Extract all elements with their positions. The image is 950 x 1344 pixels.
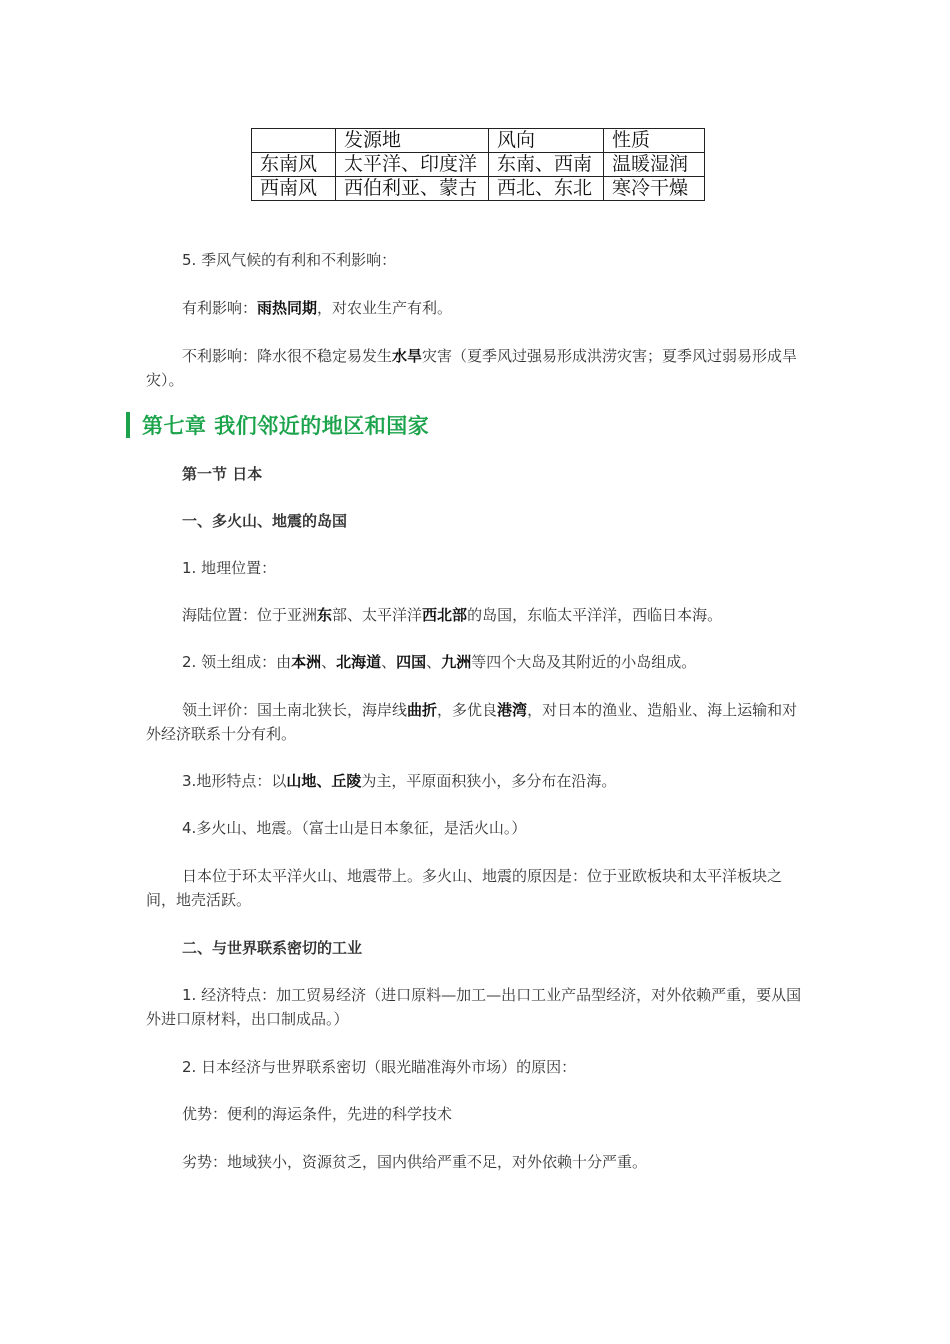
paragraph-text: 日本经济与世界联系密切（眼光瞄准海外市场）的原因： <box>196 1058 577 1076</box>
disadvantages: 劣势：地域狭小，资源贫乏，国内供给严重不足，对外依赖十分严重。 <box>182 1153 648 1171</box>
table-header-cell: 性质 <box>604 129 705 153</box>
table-cell: 寒冷干燥 <box>604 177 705 201</box>
economic-features <box>146 983 806 1031</box>
sea-land-position <box>146 603 806 627</box>
table-row <box>252 153 705 177</box>
favorable-impact <box>146 296 806 320</box>
item-number: 4. <box>182 819 197 837</box>
paragraph-text: 海陆位置：位于亚洲 <box>182 606 318 624</box>
item-number: 2. <box>182 653 197 671</box>
keyword: 山地、丘陵 <box>286 772 362 790</box>
chapter-heading <box>126 410 429 440</box>
table-cell: 东南风 <box>252 153 336 177</box>
table-header-row <box>252 129 705 153</box>
paragraph-text: ，对农业生产有利。 <box>317 299 453 317</box>
table-cell: 太平洋、印度洋 <box>336 153 489 177</box>
item-number: 2. <box>182 1058 197 1076</box>
part-title: 二、与世界联系密切的工业 <box>182 939 363 957</box>
keyword: 曲折 <box>407 701 438 719</box>
table-header-cell: 发源地 <box>336 129 489 153</box>
item-number: 1. <box>182 559 197 577</box>
paragraph-text: 领土评价：国土南北狭长，海岸线 <box>182 701 408 719</box>
paragraph-text: 等四个大岛及其附近的小岛组成。 <box>471 653 697 671</box>
paragraph-text: 领土组成：由 <box>196 653 292 671</box>
unfavorable-impact <box>146 344 806 392</box>
keyword: 东 <box>317 606 333 624</box>
keyword: 本洲 <box>291 653 322 671</box>
territory-composition <box>146 650 806 674</box>
heading-accent-bar <box>126 412 130 438</box>
keyword: 水旱 <box>392 347 423 365</box>
item-number: 1. <box>182 986 197 1004</box>
separator: 、 <box>321 653 337 671</box>
item-number: 5. <box>182 251 197 269</box>
table-cell: 温暖湿润 <box>604 153 705 177</box>
keyword: 西北部 <box>422 606 468 624</box>
section-title: 第一节 日本 <box>182 465 263 483</box>
volcano-reason: 日本位于环太平洋火山、地震带上。多火山、地震的原因是：位于亚欧板块和太平洋板块之间，地壳活跃。 <box>146 867 783 909</box>
separator: 、 <box>381 653 397 671</box>
paragraph-text: 经济特点：加工贸易经济（进口原料—加工—出口工业产品型经济，对外依赖严重，要从国外进口原材料，出口制成品。） <box>146 986 802 1028</box>
economic-reason-title <box>146 1055 806 1079</box>
part-title: 一、多火山、地震的岛国 <box>182 512 348 530</box>
table-cell: 西南风 <box>252 177 336 201</box>
monsoon-table <box>251 128 705 201</box>
paragraph-text: 季风气候的有利和不利影响： <box>196 251 397 269</box>
table-row <box>252 177 705 201</box>
paragraph-text: ，多优良 <box>437 701 498 719</box>
item-number: 3. <box>182 772 197 790</box>
paragraph-text: 的岛国，东临太平洋洋，西临日本海。 <box>467 606 723 624</box>
keyword: 四国 <box>396 653 427 671</box>
table-cell: 西伯利亚、蒙古 <box>336 177 489 201</box>
volcano-earthquake <box>146 816 806 840</box>
paragraph-text: 灾害（夏季风过强易形成洪涝灾害；夏季风过弱易形成旱灾）。 <box>146 347 798 389</box>
paragraph-text: 有利影响： <box>182 299 258 317</box>
table-cell: 西北、东北 <box>489 177 604 201</box>
paragraph-text: 为主，平原面积狭小，多分布在沿海。 <box>361 772 617 790</box>
paragraph-text: 地形特点：以 <box>196 772 287 790</box>
paragraph-text: 部、太平洋洋 <box>332 606 423 624</box>
paragraph-text: 地理位置： <box>196 559 277 577</box>
keyword: 港湾 <box>497 701 528 719</box>
territory-evaluation <box>146 698 806 746</box>
paragraph-text: 不利影响：降水很不稳定易发生 <box>182 347 393 365</box>
geo-location-title <box>146 556 806 580</box>
advantages: 优势：便利的海运条件，先进的科学技术 <box>182 1105 453 1123</box>
table-header-cell: 风向 <box>489 129 604 153</box>
keyword: 北海道 <box>336 653 382 671</box>
terrain-features <box>146 769 806 793</box>
monsoon-impact-title <box>146 248 806 272</box>
separator: 、 <box>426 653 442 671</box>
keyword: 雨热同期 <box>257 299 318 317</box>
table-header-cell <box>252 129 336 153</box>
table-cell: 东南、西南 <box>489 153 604 177</box>
paragraph-text: 多火山、地震。（富士山是日本象征，是活火山。） <box>196 819 527 837</box>
chapter-title: 第七章 我们邻近的地区和国家 <box>142 414 430 438</box>
paragraph-text: ，对日本的渔业、造船业、海上运输和对外经济联系十分有利。 <box>146 701 798 743</box>
keyword: 九洲 <box>441 653 472 671</box>
